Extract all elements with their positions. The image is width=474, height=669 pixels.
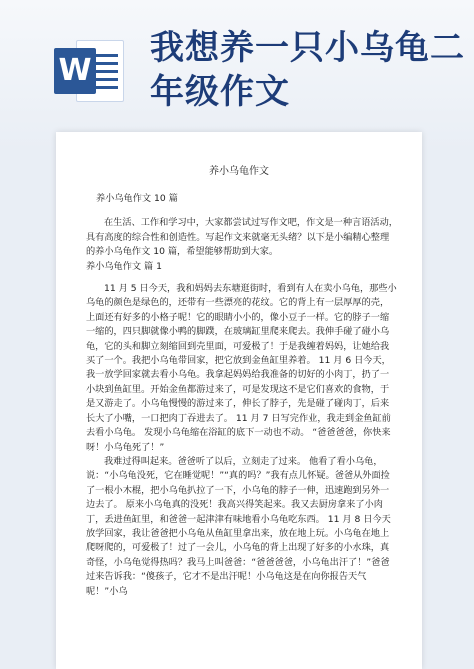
section-heading: 养小乌龟作文 篇 1 xyxy=(86,260,162,272)
banner xyxy=(0,0,474,150)
document-body xyxy=(86,188,398,599)
paragraph: 我难过得叫起来。爸爸听了以后，立刻走了过来。 他看了看小乌龟，说：“小乌龟没死，它在睡觉呢！”“真的吗？”我有点儿怀疑。爸爸从外面捡了一根小木棍，把小乌龟扒拉了一下，小乌龟的脖子一伸，迅速跑到另外一边去了。 原来小乌龟真的没死！我高兴得笑起来。我又去厨房拿来了小肉丁，丢进鱼缸里，和爸爸一起津津有味地看小乌龟吃东西。 11 月 8 日今天放学回家，我让爸爸把小乌龟从鱼缸里拿出来，放在地上玩。小乌龟在地上爬呀爬的，可爱极了！过了一会儿，小乌龟的背上出现了好多的小水珠，真奇怪，小乌龟觉得热吗？我马上叫爸爸：“爸爸爸爸，小乌龟出汗了！”爸爸过来告诉我：“傻孩子，它才不是出汗呢！小乌龟这是在向你报告天气呢！”小乌 xyxy=(86,455,391,597)
paragraph: 11 月 5 日今天，我和妈妈去东塘逛街时，看到有人在卖小乌龟，那些小乌龟的颜色是绿色的，还带有一些漂亮的花纹。它的背上有一层厚厚的壳，上面还有好多的小格子呢！它的眼睛小小的，像小豆子一样。它的脖子一缩一缩的，四只脚就像小鸭的脚蹼，在玻璃缸里爬来爬去。我伸手碰了碰小乌龟，它的头和脚立刻缩回到壳里面，可爱极了！于是我缠着妈妈，让她给我买了一个。我把小乌龟带回家，把它放到金鱼缸里养着。 11 月 6 日今天，我一放学回家就去看小乌龟。我拿起妈妈给我准备的切好的小肉丁，扔了一小块到鱼缸里。开始金鱼都游过来了，可是发现这不是它们喜欢的食物，于是又游走了。小乌龟慢慢的游过来了，伸长了脖子，先是碰了碰肉丁，后来长大了小嘴，一口把肉丁吞进去了。 11 月 7 日写完作业，我走到金鱼缸前去看小乌龟。 发现小乌龟缩在浴缸的底下一动也不动。 “爸爸爸爸，你快来呀！小乌龟死了！” xyxy=(86,283,397,453)
document-title: 养小乌龟作文 xyxy=(209,166,269,177)
page-title: 我想养一只小乌龟二年级作文 xyxy=(150,28,465,112)
document-page xyxy=(56,132,422,669)
document-subtitle: 养小乌龟作文 10 篇 xyxy=(96,193,178,204)
word-document-icon xyxy=(54,40,124,102)
word-logo-letter: W xyxy=(54,48,96,94)
paragraph-intro: 在生活、工作和学习中，大家都尝试过写作文吧，作文是一种言语活动，具有高度的综合性和创造性。写起作文来就毫无头绪？以下是小编精心整理的养小乌龟作文 10 篇，希望能够帮助到大家。 xyxy=(86,217,398,258)
